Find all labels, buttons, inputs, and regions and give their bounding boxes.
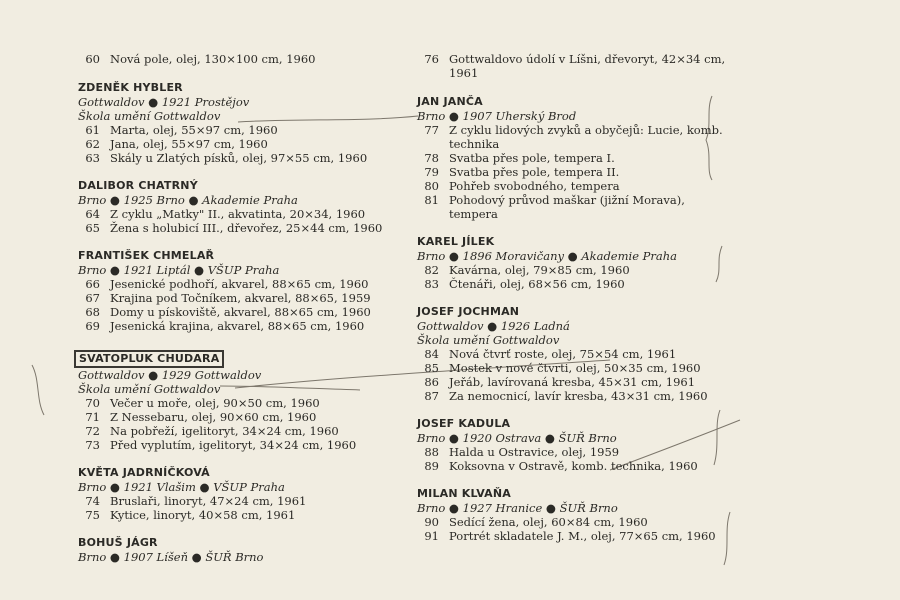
artist-entry [78, 179, 408, 235]
item-number: 60 [85, 52, 100, 66]
artist-name: MILAN KLVAŇA [417, 487, 512, 500]
list-item [417, 52, 737, 80]
artist-list [78, 81, 408, 564]
list-item [78, 52, 408, 66]
item-text: Z cyklu lidových zvyků a obyčejů: Lucie, komb. technika [449, 123, 723, 151]
works-list [417, 263, 737, 291]
artist-meta: Gottwaldov ● 1929 Gottwaldov [78, 368, 262, 382]
item-text: Za nemocnicí, lavír kresba, 43×31 cm, 1960 [449, 389, 708, 403]
item-text: Krajina pod Točníkem, akvarel, 88×65, 1959 [110, 291, 371, 305]
artist-meta: Brno ● 1927 Hranice ● ŠUŘ Brno [417, 501, 618, 515]
item-number: 65 [85, 221, 100, 235]
list-item [78, 508, 408, 522]
list-item [78, 291, 408, 305]
artist-meta: Brno ● 1921 Liptál ● VŠUP Praha [78, 263, 280, 277]
artist-entry [78, 347, 408, 452]
list-item [78, 410, 408, 424]
item-number: 90 [424, 515, 439, 529]
list-item [78, 424, 408, 438]
works-list [78, 277, 408, 333]
list-item [417, 361, 737, 375]
item-number: 62 [85, 137, 100, 151]
item-number: 78 [424, 151, 439, 165]
item-number: 71 [85, 410, 100, 424]
artist-meta: Škola umění Gottwaldov [78, 109, 221, 123]
works-list [78, 396, 408, 452]
item-number: 81 [424, 193, 439, 207]
artist-name: KVĚTA JADRNÍČKOVÁ [78, 466, 210, 479]
works-list [78, 207, 408, 235]
item-number: 66 [85, 277, 100, 291]
item-text: Z cyklu „Matky" II., akvatinta, 20×34, 1960 [110, 207, 366, 221]
list-item [78, 396, 408, 410]
artist-entry [78, 466, 408, 522]
item-text: Domy u pískoviště, akvarel, 88×65 cm, 1960 [110, 305, 371, 319]
artist-name: DALIBOR CHATRNÝ [78, 179, 198, 192]
artist-name: ZDENĚK HYBLER [78, 81, 183, 94]
artist-list [417, 95, 737, 543]
item-text: Svatba přes pole, tempera I. [449, 151, 615, 165]
item-number: 85 [424, 361, 439, 375]
artist-meta: Gottwaldov ● 1926 Ladná [417, 319, 570, 333]
list-item [78, 221, 408, 235]
artist-entry [417, 417, 737, 473]
item-text: Kytice, linoryt, 40×58 cm, 1961 [110, 508, 296, 522]
item-text: Pohodový průvod maškar (jižní Morava), tempera [449, 193, 685, 221]
item-number: 77 [424, 123, 439, 137]
works-list [417, 123, 737, 221]
item-text: Portrét skladatele J. M., olej, 77×65 cm, 1960 [449, 529, 716, 543]
list-item [417, 459, 737, 473]
list-item [78, 494, 408, 508]
item-number: 68 [85, 305, 100, 319]
artist-name: SVATOPLUK CHUDARA [74, 350, 224, 368]
list-item [78, 207, 408, 221]
item-number: 64 [85, 207, 100, 221]
item-number: 80 [424, 179, 439, 193]
item-number: 73 [85, 438, 100, 452]
list-item [78, 277, 408, 291]
artist-name: JOSEF KADULA [417, 417, 511, 430]
list-item [417, 151, 737, 165]
artist-entry [417, 305, 737, 403]
list-item [78, 319, 408, 333]
item-number: 69 [85, 319, 100, 333]
artist-entry [78, 536, 408, 564]
artist-meta: Brno ● 1896 Moravičany ● Akademie Praha [417, 249, 678, 263]
item-text: Jana, olej, 55×97 cm, 1960 [110, 137, 268, 151]
list-item [78, 123, 408, 137]
item-number: 74 [85, 494, 100, 508]
list-item [417, 123, 737, 151]
item-text: Jeřáb, lavírovaná kresba, 45×31 cm, 1961 [449, 375, 696, 389]
item-text: Kavárna, olej, 79×85 cm, 1960 [449, 263, 630, 277]
list-item [417, 529, 737, 543]
works-list [417, 445, 737, 473]
artist-meta: Gottwaldov ● 1921 Prostějov [78, 95, 250, 109]
artist-entry [417, 95, 737, 221]
list-item [78, 151, 408, 165]
item-number: 76 [424, 52, 439, 66]
works-list [417, 515, 737, 543]
item-text: Nová pole, olej, 130×100 cm, 1960 [110, 52, 316, 66]
artist-meta: Brno ● 1920 Ostrava ● ŠUŘ Brno [417, 431, 617, 445]
item-number: 75 [85, 508, 100, 522]
artist-entry [417, 487, 737, 543]
artist-meta: Škola umění Gottwaldov [417, 333, 560, 347]
list-item [78, 137, 408, 151]
artist-entry [78, 81, 408, 165]
right-column [417, 52, 737, 557]
list-item [78, 438, 408, 452]
item-number: 72 [85, 424, 100, 438]
list-item [417, 263, 737, 277]
item-text: Nová čtvrť roste, olej, 75×54 cm, 1961 [449, 347, 677, 361]
works-list [78, 494, 408, 522]
item-number: 61 [85, 123, 100, 137]
list-item [417, 389, 737, 403]
item-number: 86 [424, 375, 439, 389]
item-text: Před vyplutím, igelitoryt, 34×24 cm, 1960 [110, 438, 357, 452]
artist-name: JAN JANČA [417, 95, 483, 108]
list-item [417, 375, 737, 389]
item-text: Pohřeb svobodného, tempera [449, 179, 620, 193]
artist-meta: Brno ● 1907 Líšeň ● ŠUŘ Brno [78, 550, 264, 564]
item-text: Bruslaři, linoryt, 47×24 cm, 1961 [110, 494, 307, 508]
works-list [417, 347, 737, 403]
item-text: Svatba přes pole, tempera II. [449, 165, 620, 179]
left-column [78, 52, 408, 578]
artist-name: KAREL JÍLEK [417, 235, 495, 248]
item-text: Jesenické podhoří, akvarel, 88×65 cm, 1960 [110, 277, 369, 291]
artist-entry [78, 249, 408, 333]
list-item [417, 515, 737, 529]
list-item [417, 347, 737, 361]
item-number: 83 [424, 277, 439, 291]
list-item [78, 305, 408, 319]
item-number: 87 [424, 389, 439, 403]
artist-meta: Brno ● 1907 Uherský Brod [417, 109, 577, 123]
item-text: Z Nessebaru, olej, 90×60 cm, 1960 [110, 410, 317, 424]
list-item [417, 165, 737, 179]
list-item [417, 445, 737, 459]
item-number: 67 [85, 291, 100, 305]
artist-entry [417, 235, 737, 291]
item-number: 82 [424, 263, 439, 277]
artist-name: BOHUŠ JÁGR [78, 536, 158, 549]
item-text: Gottwaldovo údolí v Líšni, dřevoryt, 42×34 cm, 1961 [449, 52, 726, 80]
artist-meta: Škola umění Gottwaldov [78, 382, 221, 396]
item-number: 89 [424, 459, 439, 473]
item-text: Na pobřeží, igelitoryt, 34×24 cm, 1960 [110, 424, 339, 438]
list-item [417, 179, 737, 193]
item-number: 63 [85, 151, 100, 165]
artist-name: FRANTIŠEK CHMELAŘ [78, 249, 215, 262]
item-number: 84 [424, 347, 439, 361]
artist-name: JOSEF JOCHMAN [417, 305, 520, 318]
item-number: 91 [424, 529, 439, 543]
list-item [417, 277, 737, 291]
pencil-bracket [32, 365, 44, 415]
item-text: Mostek v nové čtvrti, olej, 50×35 cm, 1960 [449, 361, 701, 375]
item-text: Sedící žena, olej, 60×84 cm, 1960 [449, 515, 648, 529]
item-text: Skály u Zlatých písků, olej, 97×55 cm, 1960 [110, 151, 368, 165]
item-text: Jesenická krajina, akvarel, 88×65 cm, 1960 [110, 319, 365, 333]
artist-meta: Brno ● 1921 Vlašim ● VŠUP Praha [78, 480, 285, 494]
item-text: Marta, olej, 55×97 cm, 1960 [110, 123, 278, 137]
item-number: 88 [424, 445, 439, 459]
item-number: 70 [85, 396, 100, 410]
artist-meta: Brno ● 1925 Brno ● Akademie Praha [78, 193, 298, 207]
item-text: Večer u moře, olej, 90×50 cm, 1960 [110, 396, 320, 410]
item-text: Žena s holubicí III., dřevořez, 25×44 cm, 1960 [110, 221, 383, 235]
item-text: Koksovna v Ostravě, komb. technika, 1960 [449, 459, 698, 473]
item-number: 79 [424, 165, 439, 179]
item-text: Čtenáři, olej, 68×56 cm, 1960 [449, 277, 625, 291]
works-list [78, 123, 408, 165]
item-text: Halda u Ostravice, olej, 1959 [449, 445, 620, 459]
list-item [417, 193, 737, 221]
